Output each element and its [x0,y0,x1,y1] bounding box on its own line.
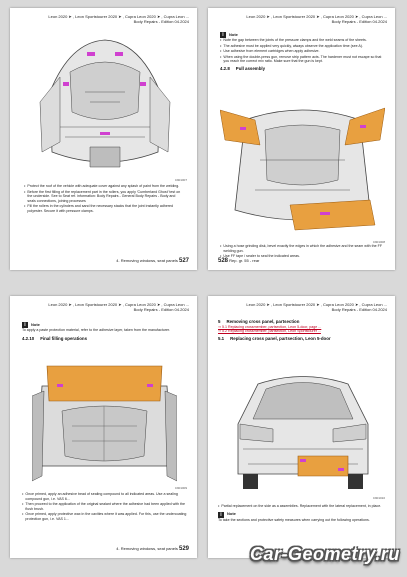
page-header [48,14,189,24]
rear-body-structure-figure [220,100,385,240]
figure-number: C901010 [372,496,385,500]
footer-text: 4. Removing windows, seat panels [116,546,178,551]
list-item: • Using a hose grinding disk, bevel exactly the edges in which the adhesive and the seam with the FF welding gun. [220,244,385,253]
note-label: Note [227,511,236,517]
list-item: • Fill the rollers in the cylinders and sand the necessary stacks that the joint instantly adhered polyester. Secure it with pressure clamps. [24,204,184,213]
list-item: • Partial replacement on the side as a assemblies. Replacement with the lateral replacement, in place. [218,504,386,509]
note-label: Note [31,321,40,327]
site-watermark: Car-Geometry.ru [250,544,400,564]
list-item: • Before the first filling of the replacement part in the rollers, you apply 'Cumberland Ghost' test on the underside. See to Seat ref. information: Body Repairs - General Body Repairs - Body and seals connections, joining processes [24,190,184,204]
header-line-edition: Body Repairs - Edition 04.2024 [331,19,387,24]
list-item: • The adhesive must be applied very quickly, always observe the application time (see A). [220,44,385,49]
note-text: To take the sections and protective safety measures when carrying out the following operations. [218,517,370,522]
list-item: • Protect the roof of the vehicle with adequate cover against any splash of paint from the welding. [24,184,184,189]
footer-text: Rep. gr. 55 - rear [229,258,260,263]
figure-number: C901008 [372,240,385,244]
manual-page-530 [208,296,395,558]
section-title: Pull assembly [235,65,266,71]
list-item: • Once primed, apply an adhesive bead of sealing compound to all indicated areas. Use a sealing compound gun, i.e. VAS 6... [22,492,187,501]
chapter-number: 5 [218,319,221,324]
manual-page-527 [10,8,197,270]
page-header [246,14,387,24]
list-item: • Once primed, apply protective wax in the cavities where it was applied. For this, use the undercoating protection gun, i.e. VAS 1... [22,512,187,521]
figure-number: C901009 [174,486,187,490]
crossref-link-2[interactable]: ⇒ 5.2 Replacing crossmember, partsection, Leon Sportstourer ... [218,329,321,334]
note-block [22,322,187,341]
section-heading [220,67,385,72]
list-item: • Use FF tape / sealer to seal the indicated areas. [220,254,385,259]
note-label: Note [229,31,238,37]
list-item: • Then proceed to the application of the original sealant where the adhesive had been applied with the flush brush. [22,502,187,511]
chapter-block [218,320,386,341]
section-heading [22,337,187,342]
header-line-edition: Body Repairs - Edition 04.2024 [133,19,189,24]
page-header [48,302,189,312]
section-number: 4.2.10 [22,335,35,341]
header-line-edition: Body Repairs - Edition 04.2024 [331,307,387,312]
chapter-title: Removing cross panel, partsection [226,319,300,324]
instruction-list [218,504,386,522]
list-item: • Note the gap between the joints of the pressure clamps and the weld seams of the sheets. [220,38,385,43]
rear-body-structure-figure [30,32,180,180]
list-item: • When using the double-press gun, remove strip pattern acts. The hardener must not escape so that you reach the correct mix ratio. Make sure that the gun is kept. [220,55,385,64]
header-line-edition: Body Repairs - Edition 04.2024 [133,307,189,312]
manual-page-528 [208,8,395,270]
instruction-list [24,184,184,215]
page-header [246,302,387,312]
header-line-models: Leon 2020 ➤ , Leon Sportstourer 2020 ➤ , Cupra Leon 2020 ➤ , Cupra Leon ... [246,302,387,307]
figure-number: C901007 [174,178,187,182]
car-rear-view-figure [228,364,378,496]
list-item: • Use adhesive from element cartridges when apply adhesive. [220,49,385,54]
rear-floor-structure-figure [32,356,177,486]
note-text: To apply a paste protection material, refer to the adhesive layer, taken from the manufacturer. [22,328,171,332]
manual-page-529 [10,296,197,558]
note-icon: i [220,32,226,38]
note-block [220,32,385,72]
note-icon: i [22,322,28,328]
page-footer [116,546,189,552]
section-heading [218,337,386,342]
page-number: 527 [178,258,189,264]
page-number: 529 [178,546,189,552]
page-footer [218,258,259,264]
header-line-models: Leon 2020 ➤ , Leon Sportstourer 2020 ➤ , Cupra Leon 2020 ➤ , Cupra Leon ... [246,14,387,19]
footer-text: 4. Removing windows, seat panels [116,258,178,263]
section-number: 4.2.8 [220,65,230,71]
page-footer [116,258,189,264]
header-line-models: Leon 2020 ➤ , Leon Sportstourer 2020 ➤ , Cupra Leon 2020 ➤ , Cupra Leon ... [48,14,189,19]
section-title: Final filling operations [40,335,88,341]
instruction-list [22,492,187,523]
header-line-models: Leon 2020 ➤ , Leon Sportstourer 2020 ➤ , Cupra Leon 2020 ➤ , Cupra Leon ... [48,302,189,307]
crossref-link-1[interactable]: ⇒ 5.1 Replacing crossmember, partsection, Leon 5-door, page ... [218,324,322,329]
note-icon: i [218,512,224,518]
section-title: Replacing cross panel, partsection, Leon 5-door [230,335,331,341]
section-number: 5.1 [218,335,225,341]
page-number: 528 [218,258,229,264]
